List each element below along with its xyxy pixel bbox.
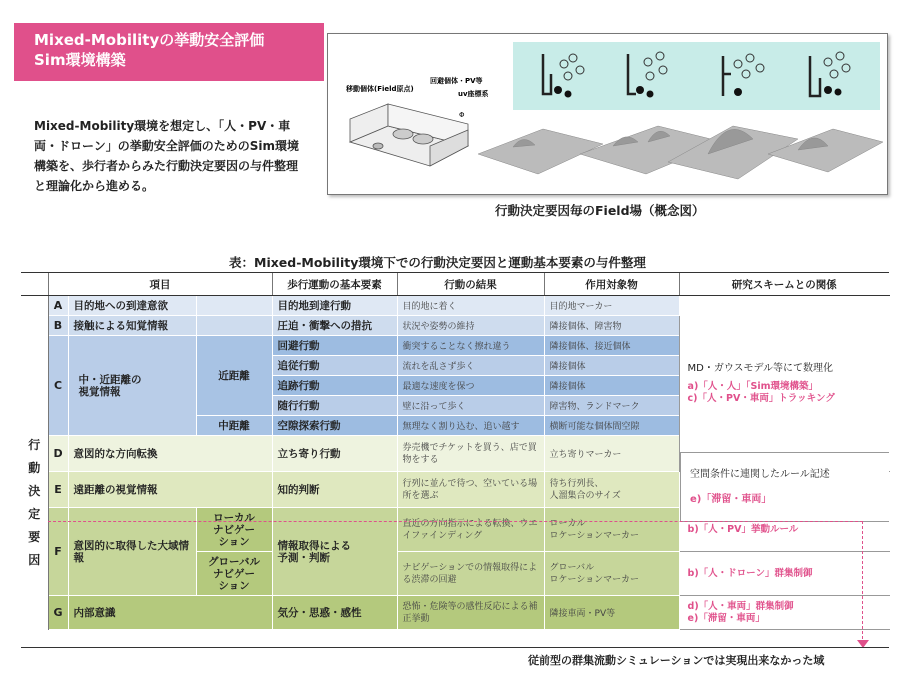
row-c4-target: 障害物、ランドマーク <box>544 396 679 416</box>
row-a-basic: 目的地到達行動 <box>272 296 397 316</box>
row-c5-result: 無理なく割り込む、追い越す <box>397 416 544 436</box>
relation-de: d)「人・車両」群集制御 e)「滞留・車両」 <box>679 596 889 630</box>
row-e-target: 待ち行列長、 人溜集合のサイズ <box>544 472 679 508</box>
field-surface-4 <box>768 129 883 172</box>
row-c-mid: 中距離 <box>196 416 272 436</box>
row-g-basic: 気分・思惑・感性 <box>272 596 397 630</box>
row-g-item: 内部意識 <box>68 596 272 630</box>
side-label: 行 動 決 定 要 因 <box>21 296 48 630</box>
row-key-f: F <box>48 508 68 596</box>
row-e-item: 遠距離の視覚情報 <box>68 472 272 508</box>
banner-line2: Sim環境構築 <box>34 51 126 69</box>
row-e-result: 行列に並んで待つ、空いている場所を選ぶ <box>397 472 544 508</box>
row-c1-basic: 回避行動 <box>272 336 397 356</box>
row-f-item: 意図的に取得した大域情報 <box>68 508 196 596</box>
relation-e1: e)「滞留・車両」 <box>690 494 772 505</box>
table-bottom-rule <box>21 647 889 648</box>
row-key-d: D <box>48 436 68 472</box>
row-b-result: 状況や姿勢の維持 <box>397 316 544 336</box>
row-key-c: C <box>48 336 68 436</box>
row-c1-result: 衝突することなく擦れ違う <box>397 336 544 356</box>
row-f2-result: ナビゲーションでの情報取得による渋滞の回避 <box>397 552 544 596</box>
row-f-local: ローカル ナビゲー ション <box>196 508 272 552</box>
relation-b: b)「人・PV」挙動ルール <box>679 508 889 552</box>
row-a-result: 目的地に着く <box>397 296 544 316</box>
banner-line1: Mixed-Mobilityの挙動安全評価 <box>34 31 265 49</box>
label-phi: Φ <box>459 111 465 119</box>
label-uv: uv座標系 <box>458 90 489 98</box>
header-basic: 歩行運動の基本要素 <box>272 273 397 296</box>
row-g-target: 隣接車両・PV等 <box>544 596 679 630</box>
row-key-a: A <box>48 296 68 316</box>
row-b-item: 接触による知覚情報 <box>68 316 196 336</box>
row-e-basic: 知的判断 <box>272 472 397 508</box>
row-f2-target: グローバル ロケーションマーカー <box>544 552 679 596</box>
header-item: 項目 <box>48 273 272 296</box>
row-c3-target: 隣接個体 <box>544 376 679 396</box>
row-c5-target: 横断可能な個体間空隙 <box>544 416 679 436</box>
dashed-arrow-line <box>862 521 863 644</box>
header-target: 作用対象物 <box>544 273 679 296</box>
row-a-target: 目的地マーカー <box>544 296 679 316</box>
relation-c: c)「人・PV・車両」トラッキング <box>687 392 835 404</box>
table-caption: 表：Mixed-Mobility環境下での行動決定要因と運動基本要素の与件整理 <box>229 255 646 270</box>
row-b-basic: 圧迫・衝撃への措抗 <box>272 316 397 336</box>
row-g-result: 恐怖・危険等の感性反応による補正挙動 <box>397 596 544 630</box>
row-c-item: 中・近距離の 視覚情報 <box>68 336 196 436</box>
header-relation: 研究スキームとの関係 <box>679 273 889 296</box>
row-c3-result: 最適な速度を保つ <box>397 376 544 396</box>
row-c3-basic: 追跡行動 <box>272 376 397 396</box>
intro-text: Mixed-Mobility環境を想定し、「人・PV・車両・ドローン」の挙動安全評価のためのSim環境構築を、歩行者からみた行動決定要因の与件整理と理論化から進める。 <box>34 119 300 193</box>
title-banner <box>14 23 324 81</box>
relation-md: MD・ガウスモデル等にて数理化 <box>687 362 834 374</box>
header-result: 行動の結果 <box>397 273 544 296</box>
field-illustration <box>328 34 887 194</box>
row-d-basic: 立ち寄り行動 <box>272 436 397 472</box>
row-f1-target: ローカル ロケーションマーカー <box>544 508 679 552</box>
row-c5-basic: 空隙探索行動 <box>272 416 397 436</box>
row-c4-basic: 随行行動 <box>272 396 397 416</box>
field-surface-1 <box>478 129 603 174</box>
row-c4-result: 壁に沿って歩く <box>397 396 544 416</box>
field-panel <box>513 42 880 110</box>
row-f-basic: 情報取得による 予測・判断 <box>272 508 397 596</box>
row-d-item: 意図的な方向転換 <box>68 436 272 472</box>
row-c2-result: 流れを乱さず歩く <box>397 356 544 376</box>
relation-rule: 空間条件に連関したルール記述 <box>690 469 830 480</box>
row-f-global: グローバル ナビゲー ション <box>196 552 272 596</box>
row-key-b: B <box>48 316 68 336</box>
row-c-near: 近距離 <box>196 336 272 416</box>
row-d-result: 券売機でチケットを買う、店で買物をする <box>397 436 544 472</box>
row-d-target: 立ち寄りマーカー <box>544 436 679 472</box>
relation-upper <box>679 296 889 472</box>
row-key-g: G <box>48 596 68 630</box>
figure-caption: 行動決定要因毎のField場（概念図） <box>495 203 705 218</box>
row-c2-basic: 追従行動 <box>272 356 397 376</box>
row-key-e: E <box>48 472 68 508</box>
factors-table <box>21 272 889 630</box>
field-figure <box>327 33 888 195</box>
label-moving: 移動個体(Field原点) <box>346 85 414 93</box>
room-box <box>350 104 468 166</box>
relation-a: a)「人・人」「Sim環境構築」 <box>687 380 819 392</box>
dashed-boundary <box>48 521 863 522</box>
row-a-item: 目的地への到達意欲 <box>68 296 196 316</box>
row-b-target: 隣接個体、障害物 <box>544 316 679 336</box>
relation-middle <box>680 452 889 522</box>
row-c2-target: 隣接個体 <box>544 356 679 376</box>
row-c1-target: 隣接個体、接近個体 <box>544 336 679 356</box>
relation-b2: b)「人・ドローン」群集制御 <box>679 552 889 596</box>
footnote: 従前型の群集流動シミュレーションでは実現出来なかった域 <box>528 654 825 667</box>
row-f1-result: 直近の方向指示による転換、ウエイファインディング <box>397 508 544 552</box>
label-avoid: 回避個体・PV等 <box>430 77 483 85</box>
